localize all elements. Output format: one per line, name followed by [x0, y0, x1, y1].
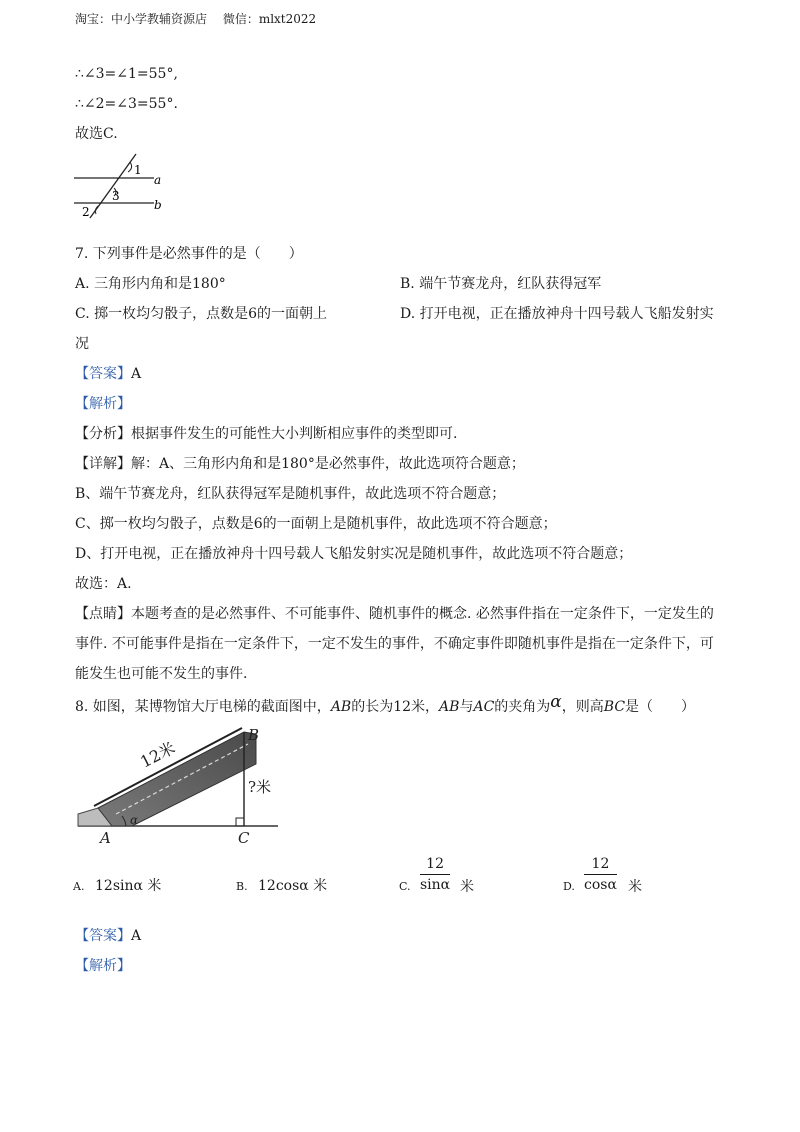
option-d-numerator: 12 [584, 856, 617, 875]
q8-bc: BC [603, 699, 626, 715]
q7-explain-d: D、打开电视，正在播放神舟十四号载人飞船发射实况是随机事件，故此选项不符合题意； [75, 546, 633, 562]
label-3: 3 [112, 189, 120, 203]
q8-answer [75, 926, 141, 946]
q7-option-d: D. 打开电视，正在播放神舟十四号载人飞船发射实 [400, 306, 714, 322]
q8-analysis-tag: 【解析】 [75, 958, 131, 974]
label-b: b [154, 198, 162, 212]
q8-stem-mid3: 的夹角为 [494, 699, 551, 715]
q8-stem-pre: 8. 如图，某博物馆大厅电梯的截面图中， [75, 699, 331, 715]
q7-answer [75, 364, 141, 384]
option-c-denominator: sinα [420, 877, 451, 893]
q8-stem-end: 是（ ） [625, 699, 696, 715]
dianjing-text-1: 本题考查的是必然事件、不可能事件、随机事件的概念. 必然事件指在一定条件下，一定发生的 [131, 606, 714, 622]
q8-answer-tag: 【答案】 [75, 928, 131, 944]
transversal [90, 154, 136, 218]
q7-option-a: A. 三角形内角和是180° [75, 276, 226, 292]
label-1: 1 [134, 163, 142, 177]
answer-value: A [131, 366, 142, 382]
q8-option-d-tag: D. [563, 880, 575, 893]
q8-answer-value: A [131, 928, 142, 944]
q7-option-c: C. 掷一枚均匀骰子，点数是6的一面朝上 [75, 306, 328, 322]
vertex-c-label: C [238, 829, 250, 847]
escalator-figure [72, 722, 282, 848]
q7-option-d-cont: 况 [75, 336, 89, 352]
q8-alpha: α [550, 692, 562, 712]
q7-explain-b: B、端午节赛龙舟，红队获得冠军是随机事件，故此选项不符合题意； [75, 486, 506, 502]
label-a: a [154, 173, 162, 187]
option-d-denominator: cosα [584, 877, 617, 893]
dianjing-tag: 【点睛】 [75, 606, 131, 622]
q8-ac: AC [473, 699, 495, 715]
q8-stem-mid1: 的长为12米， [351, 699, 440, 715]
proof-line-1: ∴∠3=∠1=55°, [75, 66, 178, 82]
q8-option-a: 12sinα 米 [95, 878, 162, 894]
fenxi-text: 根据事件发生的可能性大小判断相应事件的类型即可. [131, 426, 458, 442]
option-c-numerator: 12 [420, 856, 450, 875]
choose-line: 故选C. [75, 126, 118, 142]
q7-stem: 7. 下列事件是必然事件的是（ ） [75, 246, 303, 262]
vertex-a-label: A [100, 829, 111, 847]
q8-option-d-fraction [584, 856, 617, 893]
q8-ab-1: AB [330, 699, 352, 715]
vertex-b-label: B [248, 726, 260, 744]
q8-option-c-unit: 米 [460, 879, 474, 895]
escalator-body [98, 732, 256, 826]
q8-option-b: 12cosα 米 [258, 878, 328, 894]
q7-dianjing-2: 事件. 不可能事件是指在一定条件下，一定不发生的事件，不确定事件即随机事件是指在一定条件下，可 [75, 636, 714, 652]
q7-xiangjie [75, 454, 525, 474]
height-label: ?米 [248, 778, 272, 796]
q7-dianjing-3: 能发生也可能不发生的事件. [75, 666, 248, 682]
q8-option-a-tag: A. [73, 880, 85, 893]
q7-analysis-tag: 【解析】 [75, 396, 131, 412]
fenxi-tag: 【分析】 [75, 426, 131, 442]
q7-dianjing-1 [75, 604, 714, 624]
q8-option-c-fraction [420, 856, 450, 893]
parallel-lines-figure [70, 152, 170, 220]
q7-choose: 故选：A. [75, 576, 132, 592]
label-2: 2 [82, 205, 90, 219]
q7-explain-c: C、掷一枚均匀骰子，点数是6的一面朝上是随机事件，故此选项不符合题意； [75, 516, 557, 532]
q8-option-d-unit: 米 [628, 879, 642, 895]
q8-stem-mid4: ，则高 [561, 699, 604, 715]
page-header: 淘宝：中小学教辅资源店 微信：mlxt2022 [75, 12, 317, 26]
xiangjie-text: 解：A、三角形内角和是180°是必然事件，故此选项符合题意； [131, 456, 525, 472]
q8-option-b-tag: B. [236, 880, 248, 893]
length-label: 12米 [137, 738, 179, 772]
q7-fenxi [75, 424, 457, 444]
q8-stem [75, 692, 695, 717]
q7-option-b: B. 端午节赛龙舟，红队获得冠军 [400, 276, 602, 292]
q8-ab-2: AB [439, 699, 460, 715]
q8-option-c-tag: C. [399, 880, 411, 893]
right-angle-mark [236, 818, 244, 826]
q8-stem-mid2: 与 [459, 699, 474, 715]
alpha-label: α [130, 813, 139, 827]
proof-line-2: ∴∠2=∠3=55°. [75, 96, 178, 112]
xiangjie-tag: 【详解】 [75, 456, 131, 472]
answer-tag: 【答案】 [75, 366, 131, 382]
